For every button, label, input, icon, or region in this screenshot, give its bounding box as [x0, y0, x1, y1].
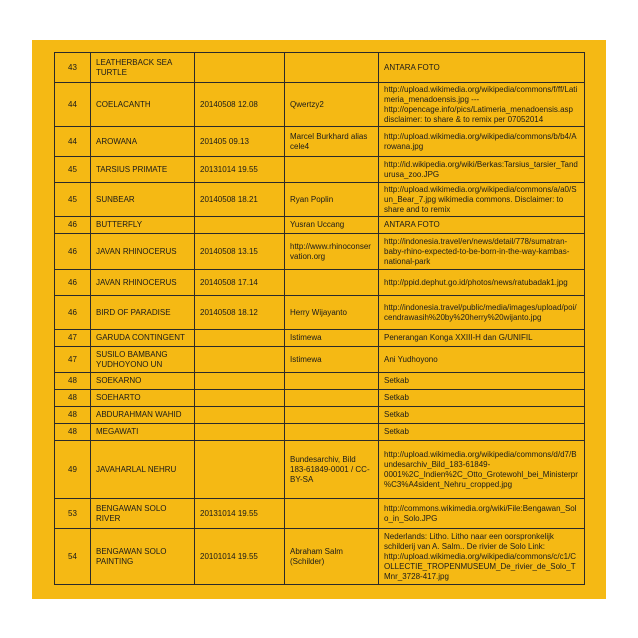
- source-cell: http://upload.wikimedia.org/wikipedia/commons/b/b4/Arowana.jpg: [379, 127, 585, 157]
- source-cell: http://upload.wikimedia.org/wikipedia/commons/a/a0/Sun_Bear_7.jpg wikimedia commons. Disclaimer: to share and to remix: [379, 183, 585, 217]
- page-number-cell: 47: [55, 347, 91, 373]
- page-number-cell: 45: [55, 183, 91, 217]
- image-title-cell: BUTTERFLY: [91, 217, 195, 234]
- image-title-cell: ABDURAHMAN WAHID: [91, 407, 195, 424]
- author-cell: Yusran Uccang: [285, 217, 379, 234]
- date-cell: 20131014 19.55: [195, 499, 285, 529]
- author-cell: Qwertzy2: [285, 83, 379, 127]
- image-title-cell: AROWANA: [91, 127, 195, 157]
- page-number-cell: 44: [55, 83, 91, 127]
- source-cell: http://upload.wikimedia.org/wikipedia/commons/d/d7/Bundesarchiv_Bild_183-61849-0001%2C_Indien%2C_Otto_Grotewohl_bei_Ministerpr%C3%A4sident_Nehru_cropped.jpg: [379, 441, 585, 499]
- page-number-cell: 49: [55, 441, 91, 499]
- table-row: [55, 296, 585, 330]
- author-cell: [285, 424, 379, 441]
- author-cell: Marcel Burkhard alias cele4: [285, 127, 379, 157]
- table-row: [55, 217, 585, 234]
- author-cell: http://www.rhinoconservation.org: [285, 234, 379, 270]
- table-row: [55, 499, 585, 529]
- table-row: [55, 347, 585, 373]
- image-title-cell: BENGAWAN SOLO RIVER: [91, 499, 195, 529]
- date-cell: [195, 347, 285, 373]
- source-cell: http://id.wikipedia.org/wiki/Berkas:Tarsius_tarsier_Tandurusa_zoo.JPG: [379, 157, 585, 183]
- date-cell: 20140508 18.12: [195, 296, 285, 330]
- page-number-cell: 43: [55, 53, 91, 83]
- source-cell: http://upload.wikimedia.org/wikipedia/commons/f/ff/Latimeria_menadoensis.jpg --- http://opencage.info/pics/Latimeria_menadoensis.asp disclaimer: to share & to remix per 07052014: [379, 83, 585, 127]
- date-cell: [195, 330, 285, 347]
- date-cell: 20140508 13.15: [195, 234, 285, 270]
- page-number-cell: 47: [55, 330, 91, 347]
- page-number-cell: 54: [55, 529, 91, 585]
- author-cell: [285, 407, 379, 424]
- date-cell: [195, 373, 285, 390]
- table-row: [55, 83, 585, 127]
- page-number-cell: 48: [55, 407, 91, 424]
- date-cell: [195, 407, 285, 424]
- table-row: [55, 424, 585, 441]
- source-cell: ANTARA FOTO: [379, 217, 585, 234]
- table-row: [55, 53, 585, 83]
- date-cell: [195, 424, 285, 441]
- date-cell: 201405 09.13: [195, 127, 285, 157]
- page-number-cell: 44: [55, 127, 91, 157]
- image-title-cell: SOEHARTO: [91, 390, 195, 407]
- image-credits-table: [54, 52, 585, 585]
- image-title-cell: LEATHERBACK SEA TURTLE: [91, 53, 195, 83]
- date-cell: 20131014 19.55: [195, 157, 285, 183]
- image-title-cell: COELACANTH: [91, 83, 195, 127]
- source-cell: Ani Yudhoyono: [379, 347, 585, 373]
- author-cell: Abraham Salm (Schilder): [285, 529, 379, 585]
- date-cell: [195, 53, 285, 83]
- source-cell: Setkab: [379, 424, 585, 441]
- author-cell: Herry Wijayanto: [285, 296, 379, 330]
- author-cell: Ryan Poplin: [285, 183, 379, 217]
- table-row: [55, 330, 585, 347]
- author-cell: Bundesarchiv, Bild 183-61849-0001 / CC-BY-SA: [285, 441, 379, 499]
- page-number-cell: 46: [55, 270, 91, 296]
- date-cell: 20140508 17.14: [195, 270, 285, 296]
- page-number-cell: 48: [55, 390, 91, 407]
- page-number-cell: 46: [55, 234, 91, 270]
- image-title-cell: SOEKARNO: [91, 373, 195, 390]
- table-row: [55, 127, 585, 157]
- table-row: [55, 441, 585, 499]
- source-cell: Setkab: [379, 390, 585, 407]
- page-number-cell: 48: [55, 424, 91, 441]
- image-title-cell: TARSIUS PRIMATE: [91, 157, 195, 183]
- author-cell: Istimewa: [285, 330, 379, 347]
- source-cell: ANTARA FOTO: [379, 53, 585, 83]
- image-title-cell: SUNBEAR: [91, 183, 195, 217]
- source-cell: Setkab: [379, 407, 585, 424]
- table-row: [55, 157, 585, 183]
- source-cell: Nederlands: Litho. Litho naar een oorspronkelijk schilderij van A. Salm.. De rivier de Solo Link: http://upload.wikimedia.org/wikipedia/commons/c/c1/COLLECTIE_TROPENMUSEUM_De_rivier_de_Solo_TMnr_3728-417.jpg: [379, 529, 585, 585]
- source-cell: http://commons.wikimedia.org/wiki/File:Bengawan_Solo_in_Solo.JPG: [379, 499, 585, 529]
- image-title-cell: GARUDA CONTINGENT: [91, 330, 195, 347]
- author-cell: Istimewa: [285, 347, 379, 373]
- credits-panel: [32, 40, 606, 599]
- author-cell: [285, 270, 379, 296]
- date-cell: 20140508 12.08: [195, 83, 285, 127]
- page-number-cell: 46: [55, 296, 91, 330]
- table-row: [55, 234, 585, 270]
- image-title-cell: JAVAN RHINOCERUS: [91, 234, 195, 270]
- date-cell: [195, 441, 285, 499]
- source-cell: http://ppid.dephut.go.id/photos/news/ratubadak1.jpg: [379, 270, 585, 296]
- table-row: [55, 529, 585, 585]
- source-cell: http://indonesia.travel/en/news/detail/778/sumatran-baby-rhino-expected-to-be-born-in-the-way-kambas-national-park: [379, 234, 585, 270]
- page-number-cell: 46: [55, 217, 91, 234]
- page-number-cell: 48: [55, 373, 91, 390]
- table-row: [55, 390, 585, 407]
- author-cell: [285, 157, 379, 183]
- table-row: [55, 270, 585, 296]
- table-row: [55, 183, 585, 217]
- date-cell: [195, 217, 285, 234]
- image-title-cell: BENGAWAN SOLO PAINTING: [91, 529, 195, 585]
- image-title-cell: JAVAN RHINOCERUS: [91, 270, 195, 296]
- page-number-cell: 53: [55, 499, 91, 529]
- image-title-cell: SUSILO BAMBANG YUDHOYONO UN: [91, 347, 195, 373]
- source-cell: http://indonesia.travel/public/media/images/upload/poi/cendrawasih%20by%20herry%20wijanto.jpg: [379, 296, 585, 330]
- author-cell: [285, 390, 379, 407]
- image-title-cell: JAVAHARLAL NEHRU: [91, 441, 195, 499]
- table-row: [55, 407, 585, 424]
- author-cell: [285, 373, 379, 390]
- image-title-cell: BIRD OF PARADISE: [91, 296, 195, 330]
- date-cell: 20101014 19.55: [195, 529, 285, 585]
- author-cell: [285, 499, 379, 529]
- page-number-cell: 45: [55, 157, 91, 183]
- date-cell: 20140508 18.21: [195, 183, 285, 217]
- table-row: [55, 373, 585, 390]
- date-cell: [195, 390, 285, 407]
- source-cell: Setkab: [379, 373, 585, 390]
- source-cell: Penerangan Konga XXIII-H dan G/UNIFIL: [379, 330, 585, 347]
- credits-table-body: [55, 53, 585, 585]
- image-title-cell: MEGAWATI: [91, 424, 195, 441]
- author-cell: [285, 53, 379, 83]
